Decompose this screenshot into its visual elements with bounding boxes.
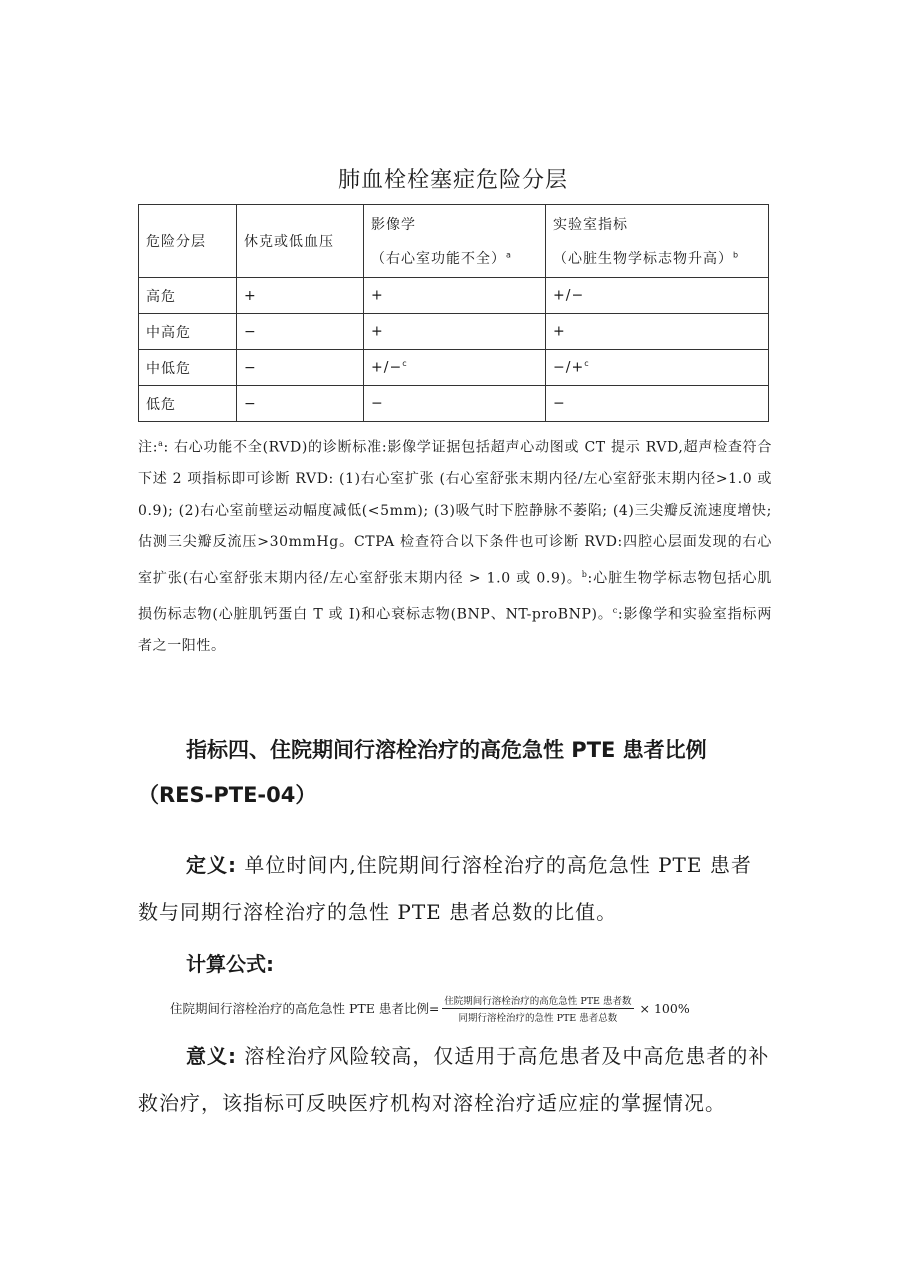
note-text-a: : 右心功能不全(RVD)的诊断标准:影像学证据包括超声心动图或 CT 提示 RVD,超声检查符合下述 2 项指标即可诊断 RVD: (1)右心室扩张 (右心室舒张末期内径/左心室舒张末期内径>1.0 或 0.9); (2)右心室前壁运动幅度减低(<5mm); (3)吸气时下腔静脉不萎陷; (4)三尖瓣反流速度增快;估测三尖瓣反流压>30mmHg。CTPA 检查符合以下条件也可诊断 RVD:四腔心层面发现的右心室扩张(右心室舒张末期内径/左心室舒张末期内径 > 1.0 或 0.9)。 [138, 439, 773, 587]
cell-lab [546, 314, 769, 350]
header-imaging-title: 影像学 [371, 217, 416, 233]
note-text-c: :影像学和实验室指标两者之一阳性。 [138, 606, 772, 654]
section-heading [138, 728, 774, 818]
significance-paragraph [138, 1033, 770, 1127]
cell-lab [546, 350, 769, 386]
formula-numerator: 住院期间行溶栓治疗的高危急性 PTE 患者数 [442, 993, 633, 1009]
note-marker-a: a [158, 439, 164, 448]
cell-imaging-value: − [371, 395, 384, 412]
definition-text: 单位时间内,住院期间行溶栓治疗的高危急性 PTE 患者数与同期行溶栓治疗的急性 PTE 患者总数的比值。 [138, 853, 752, 924]
note-marker-b: b [581, 569, 588, 579]
cell-lab-value: − [553, 395, 566, 412]
footnote-marker-a: a [506, 250, 512, 260]
note-prefix: 注: [138, 439, 159, 456]
cell-lab-value: + [553, 323, 566, 340]
cell-lab-value: +/− [553, 287, 585, 304]
formula [170, 990, 770, 1026]
significance-text: 溶栓治疗风险较高，仅适用于高危患者及中高危患者的补救治疗，该指标可反映医疗机构对溶栓治疗适应症的掌握情况。 [138, 1044, 770, 1115]
header-shock: 休克或低血压 [237, 205, 364, 278]
note-marker-c: c [612, 605, 618, 615]
cell-risk-level: 低危 [139, 386, 237, 422]
formula-denominator: 同期行溶栓治疗的急性 PTE 患者总数 [458, 1012, 618, 1024]
note-text-b: :心脏生物学标志物包括心肌损伤标志物(心脏肌钙蛋白 T 或 I)和心衰标志物(BNP、NT-proBNP)。 [138, 570, 772, 623]
cell-imaging-value: + [371, 323, 384, 340]
table-row [139, 350, 769, 386]
cell-shock: − [237, 350, 364, 386]
table-row [139, 386, 769, 422]
footnote-marker-b: b [733, 250, 740, 260]
cell-lab [546, 278, 769, 314]
significance-label: 意义: [186, 1044, 237, 1068]
table-title: 肺血栓栓塞症危险分层 [337, 168, 568, 193]
header-lab-subtitle-text: （心脏生物学标志物升高） [553, 251, 733, 267]
formula-label: 计算公式: [186, 952, 274, 976]
header-risk-level: 危险分层 [139, 205, 237, 278]
table-row [139, 278, 769, 314]
cell-lab-sup: c [584, 359, 590, 369]
cell-risk-level: 中高危 [139, 314, 237, 350]
header-imaging-subtitle [371, 248, 538, 268]
table-header-row [139, 205, 769, 278]
risk-stratification-table [138, 204, 769, 422]
definition-paragraph [138, 842, 770, 936]
cell-imaging-value: +/− [371, 359, 403, 376]
header-lab-subtitle [553, 248, 761, 268]
header-imaging [364, 205, 546, 278]
table-footnote [138, 428, 772, 662]
cell-shock: − [237, 386, 364, 422]
cell-lab [546, 386, 769, 422]
cell-imaging-sup: c [402, 359, 408, 369]
formula-lhs: 住院期间行溶栓治疗的高危急性 PTE 患者比例= [170, 1001, 440, 1016]
section-heading-line1: 指标四、住院期间行溶栓治疗的高危急性 PTE 患者比例 [186, 738, 707, 762]
header-lab [546, 205, 769, 278]
formula-fraction [442, 993, 633, 1024]
header-lab-title: 实验室指标 [553, 217, 628, 233]
cell-shock: + [237, 278, 364, 314]
cell-risk-level: 中低危 [139, 350, 237, 386]
cell-risk-level: 高危 [139, 278, 237, 314]
section-heading-code: （RES-PTE-04） [138, 783, 317, 807]
cell-lab-value: −/+ [553, 359, 585, 376]
cell-shock: − [237, 314, 364, 350]
cell-imaging-value: + [371, 287, 384, 304]
formula-multiplier: × 100% [639, 1000, 690, 1016]
cell-imaging [364, 386, 546, 422]
definition-label: 定义: [186, 853, 237, 877]
cell-imaging [364, 278, 546, 314]
cell-imaging [364, 314, 546, 350]
table-row [139, 314, 769, 350]
header-imaging-subtitle-text: （右心室功能不全） [371, 251, 506, 267]
cell-imaging [364, 350, 546, 386]
